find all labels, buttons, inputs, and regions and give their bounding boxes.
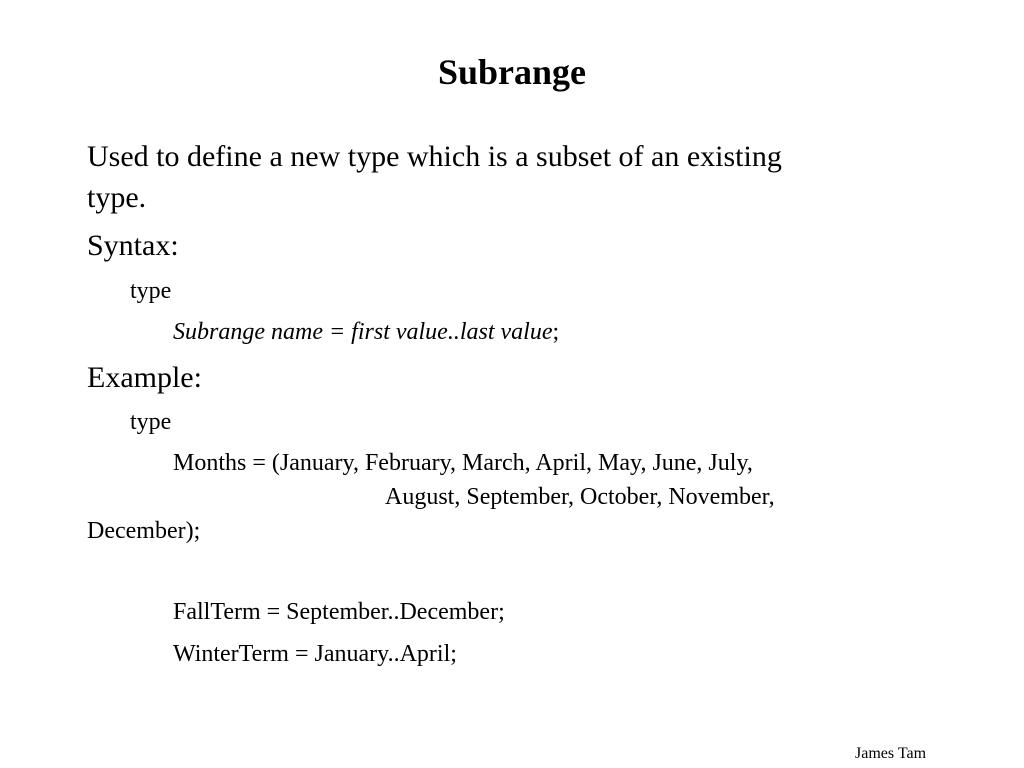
syntax-rule [173, 320, 559, 344]
months-declaration-line3: December); [87, 518, 201, 544]
syntax-rule-text: Subrange name = first value..last value [173, 319, 553, 345]
footer-author: James Tam [855, 745, 927, 762]
example-type-keyword: type [130, 409, 172, 435]
slide-title: Subrange [437, 52, 587, 92]
winterterm-declaration: WinterTerm = January..April; [173, 641, 457, 667]
months-declaration-line2: August, September, October, November, [385, 484, 775, 510]
syntax-heading: Syntax: [87, 229, 179, 262]
syntax-rule-semicolon: ; [552, 319, 560, 345]
intro-text-line2: type. [87, 181, 147, 214]
months-declaration-line1: Months = (January, February, March, April, May, June, July, [173, 450, 753, 476]
syntax-type-keyword: type [130, 278, 172, 304]
fallterm-declaration: FallTerm = September..December; [173, 599, 505, 625]
example-heading: Example: [87, 361, 202, 394]
intro-text-line1: Used to define a new type which is a subset of an existing [87, 140, 782, 173]
